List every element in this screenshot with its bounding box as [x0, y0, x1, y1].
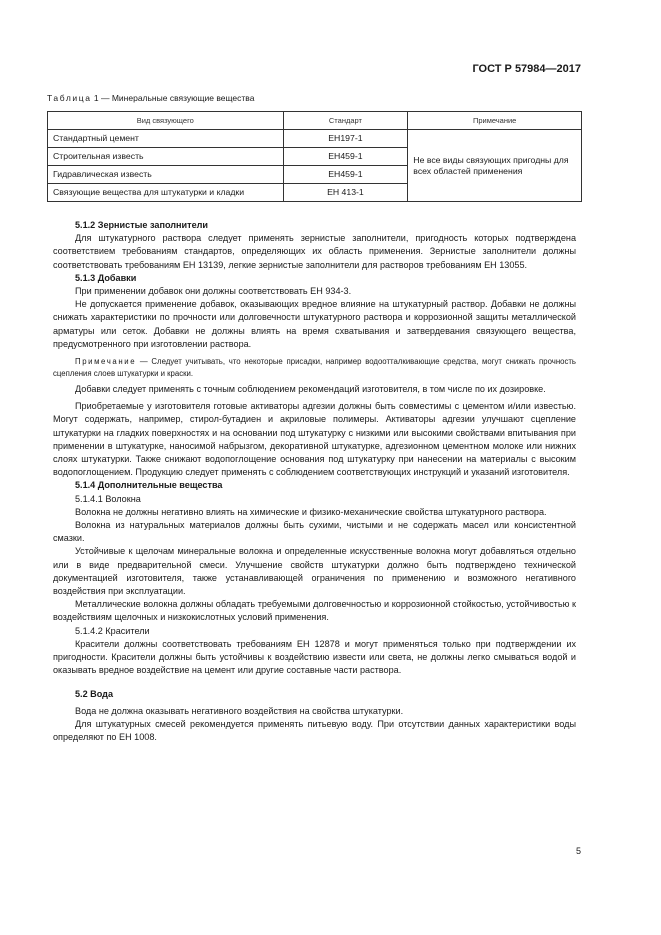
standard-cell: ЕН197-1: [283, 130, 408, 148]
page-number: 5: [575, 846, 581, 856]
subsection-heading-5-1-4-1: 5.1.4.1 Волокна: [75, 493, 141, 504]
note-cell: Не все виды связующих пригодны для всех областей применения: [408, 130, 582, 202]
paragraph: Добавки следует применять с точным соблюдением рекомендаций изготовителя, в том числе по их дозировке.: [75, 384, 546, 395]
binder-cell: Гидравлическая известь: [48, 166, 284, 184]
section-heading-5-2: 5.2 Вода: [75, 688, 114, 699]
table-caption: [47, 93, 254, 103]
table-header-row: [48, 112, 582, 130]
paragraph: Волокна из натуральных материалов должны быть сухими, чистыми и не содержать масел или консистентной смазки.: [53, 520, 576, 544]
section-heading-5-1-2: 5.1.2 Зернистые заполнители: [75, 220, 209, 230]
standard-cell: ЕН 413-1: [283, 184, 408, 202]
column-header-note: Примечание: [408, 112, 582, 130]
note-label: Примечание: [75, 357, 137, 367]
binder-cell: Строительная известь: [48, 148, 284, 166]
column-header-standard: Стандарт: [283, 112, 408, 130]
section-heading-5-1-3: 5.1.3 Добавки: [75, 272, 137, 283]
binder-cell: Стандартный цемент: [48, 130, 284, 148]
table-caption-text: 1 — Минеральные связующие вещества: [91, 93, 255, 103]
standard-cell: ЕН459-1: [283, 148, 408, 166]
document-body: [53, 219, 576, 744]
standard-cell: ЕН459-1: [283, 166, 408, 184]
column-header-binder: Вид связующего: [48, 112, 284, 130]
paragraph: При применении добавок они должны соответствовать ЕН 934-3.: [75, 286, 352, 297]
paragraph: Приобретаемые у изготовителя готовые активаторы адгезии должны быть совместимы с цементом и/или известью. Могут содержать, например, стирол-бутадиен и акриловые полимеры. Активаторы адгезии улучшают сцепление штукатурки на гладких поверхностях и на основании под штукатурку с низкими или высокими свойствами впитывания при применении в штукатурке, наносимой набрызгом, декоративной штукатурке, адгезионном цементном молоке или нижних слоях штукатурки. Также снижают водопоглощение основания под штукатурку при нанесении на материалы с высоким водопоглощением. Продукцию следует применять с соблюдением соответствующих инструкций и указаний изготовителя.: [53, 401, 576, 478]
binders-table: [47, 111, 582, 202]
section-heading-5-1-4: 5.1.4 Дополнительные вещества: [75, 480, 223, 491]
table-caption-label: Таблица: [47, 93, 92, 103]
binder-cell: Связующие вещества для штукатурки и кладки: [48, 184, 284, 202]
paragraph: Для штукатурного раствора следует применять зернистые заполнители, пригодность которых подтверждена соответствием требованиям стандартов, определяющих их область применения. Зернистые заполнители должны соответствовать требованиям ЕН 13139, легкие зернистые заполнители для растворов требованиям ЕН 13055.: [53, 233, 576, 270]
note-paragraph: [53, 356, 576, 379]
document-code: ГОСТ Р 57984—2017: [472, 63, 581, 75]
paragraph: Волокна не должны негативно влиять на химические и физико-механические свойства штукатурного раствора.: [75, 506, 547, 517]
paragraph: Металлические волокна должны обладать требуемыми долговечностью и коррозионной стойкостью, устойчивостью к воздействиям щелочных и низкокислотных условий применения.: [53, 599, 576, 623]
paragraph: Красители должны соответствовать требованиям ЕН 12878 и могут применяться только при подтверждении их пригодности. Красители должны быть устойчивы к воздействию извести или света, не должны легко смываться водой и оказывать вредное воздействие на цемент или другие составные части раствора.: [53, 638, 576, 676]
paragraph: Для штукатурных смесей рекомендуется применять питьевую воду. При отсутствии данных характеристики воды определяют по ЕН 1008.: [53, 718, 576, 743]
subsection-heading-5-1-4-2: 5.1.4.2 Красители: [75, 625, 150, 636]
note-text: — Следует учитывать, что некоторые присадки, например водоотталкивающие средства, могут снижать прочность сцепления слоев штукатурки и краски.: [53, 357, 576, 378]
table-row: [48, 130, 582, 148]
paragraph: Устойчивые к щелочам минеральные волокна и определенные искусственные волокна могут добавляться отдельно или в виде предварительной смеси. Улучшение свойств штукатурки должно быть подтверждено технической документацией изготовителя, также устанавливающей ограничения по применению и возможного негативного воздействия при эксплуатации.: [53, 546, 576, 597]
paragraph: Не допускается применение добавок, оказывающих вредное влияние на штукатурный раствор. Добавки не должны снижать характеристики по прочности или долговечности штукатурного раствора и коррозионной защиты металлической арматуры или сеток. Добавки не должны влиять на время схватывания и затвердевания связующего вещества, предусмотренного при изготовлении раствора.: [53, 299, 576, 349]
paragraph: Вода не должна оказывать негативного воздействия на свойства штукатурки.: [75, 705, 404, 716]
